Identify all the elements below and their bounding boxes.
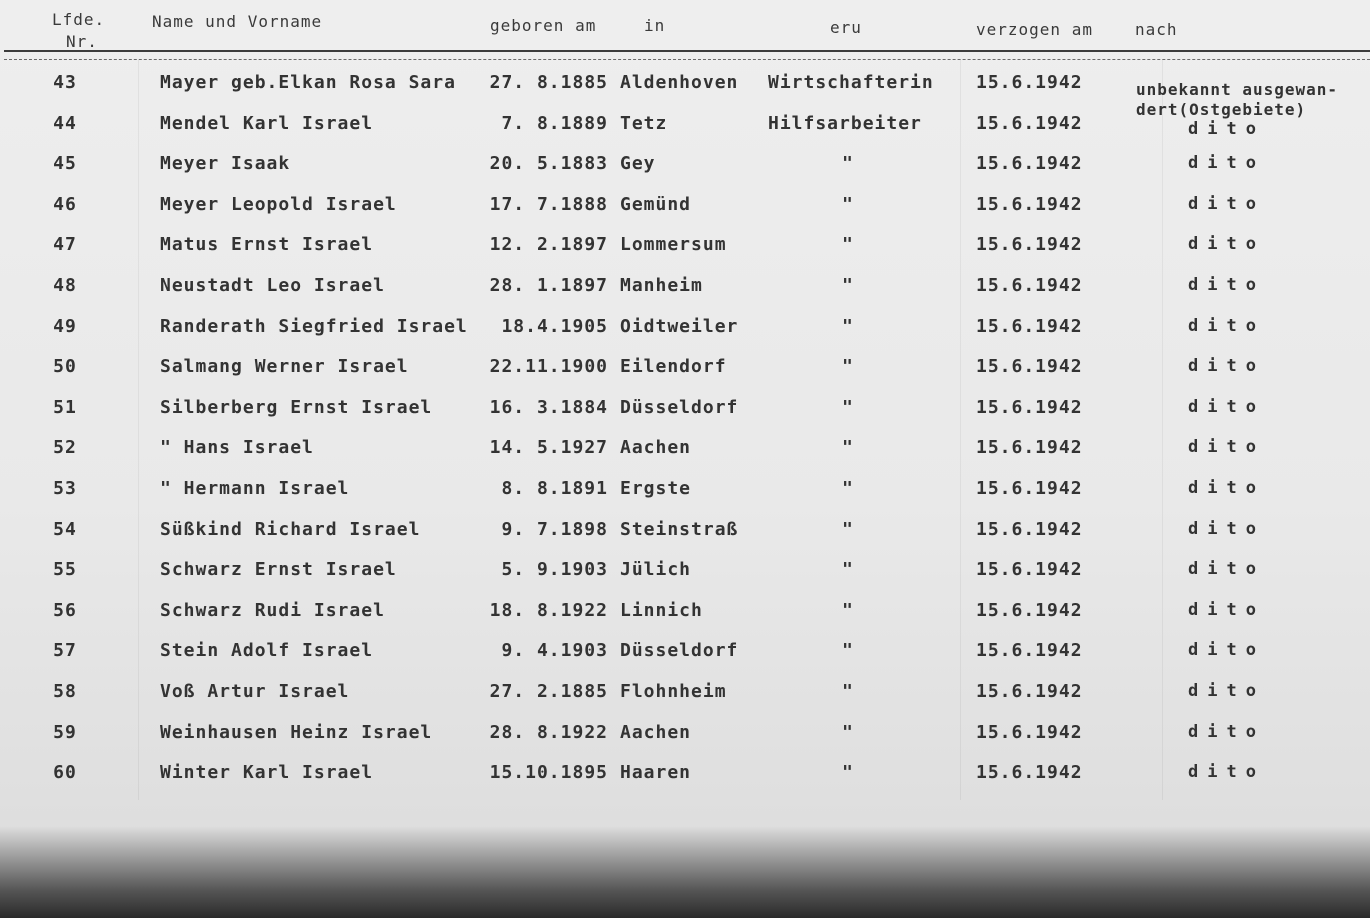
table-row bbox=[0, 356, 1370, 396]
birth-place: Aldenhoven bbox=[620, 72, 739, 93]
birth-place: Ergste bbox=[620, 478, 692, 499]
occupation: " bbox=[842, 356, 854, 378]
entry-number: 44 bbox=[53, 112, 77, 134]
moved-date: 15.6.1942 bbox=[976, 72, 1083, 93]
moved-date: 15.6.1942 bbox=[976, 640, 1083, 662]
header-moved: verzogen am bbox=[976, 20, 1093, 39]
entry-number: 45 bbox=[53, 153, 77, 175]
birth-place: Aachen bbox=[620, 721, 692, 743]
destination: dito bbox=[1188, 193, 1265, 214]
birth-place: Düsseldorf bbox=[620, 396, 739, 418]
destination: dito bbox=[1188, 518, 1265, 539]
moved-date: 15.6.1942 bbox=[976, 356, 1083, 378]
birth-date: 28. 1.1897 bbox=[489, 275, 608, 296]
birth-date: 22.11.1900 bbox=[489, 356, 608, 378]
birth-place: Steinstraß bbox=[620, 518, 739, 540]
birth-place: Gey bbox=[620, 153, 656, 175]
destination: dito bbox=[1188, 396, 1265, 417]
occupation: " bbox=[842, 315, 854, 337]
header-born: geboren am bbox=[490, 16, 597, 35]
destination: dito bbox=[1188, 599, 1265, 620]
entry-number: 54 bbox=[53, 518, 77, 540]
moved-date: 15.6.1942 bbox=[976, 437, 1083, 459]
birth-place: Eilendorf bbox=[620, 356, 727, 378]
table-row bbox=[0, 600, 1370, 640]
occupation: " bbox=[842, 234, 854, 256]
person-name: Winter Karl Israel bbox=[160, 762, 374, 784]
moved-date: 15.6.1942 bbox=[976, 681, 1083, 702]
occupation: " bbox=[842, 721, 854, 743]
person-name: Randerath Siegfried Israel bbox=[160, 315, 468, 337]
birth-date: 17. 7.1888 bbox=[489, 193, 608, 215]
moved-date: 15.6.1942 bbox=[976, 762, 1083, 784]
birth-place: Düsseldorf bbox=[620, 640, 739, 662]
occupation: " bbox=[842, 275, 854, 296]
header-nach: nach bbox=[1135, 20, 1178, 39]
person-name: " Hermann Israel bbox=[160, 478, 350, 499]
table-row bbox=[0, 153, 1370, 193]
person-name: Meyer Isaak bbox=[160, 153, 291, 175]
table-row bbox=[0, 234, 1370, 274]
birth-date: 9. 7.1898 bbox=[501, 518, 608, 540]
occupation: Hilfsarbeiter bbox=[768, 112, 922, 134]
person-name: Neustadt Leo Israel bbox=[160, 275, 385, 296]
occupation: " bbox=[842, 559, 854, 581]
occupation: " bbox=[842, 478, 854, 499]
occupation: " bbox=[842, 437, 854, 459]
entry-number: 60 bbox=[53, 762, 77, 784]
table-row bbox=[0, 194, 1370, 234]
destination: dito bbox=[1188, 118, 1265, 139]
entry-number: 56 bbox=[53, 599, 77, 621]
entry-number: 50 bbox=[53, 356, 77, 378]
destination: dito bbox=[1188, 234, 1265, 255]
header-beruf: eru bbox=[830, 18, 862, 37]
person-name: Matus Ernst Israel bbox=[160, 234, 374, 256]
moved-date: 15.6.1942 bbox=[976, 193, 1083, 215]
destination: dito bbox=[1188, 640, 1265, 661]
moved-date: 15.6.1942 bbox=[976, 153, 1083, 175]
destination: dito bbox=[1188, 315, 1265, 336]
table-row bbox=[0, 640, 1370, 680]
occupation: " bbox=[842, 193, 854, 215]
entry-number: 53 bbox=[53, 478, 77, 499]
moved-date: 15.6.1942 bbox=[976, 396, 1083, 418]
moved-date: 15.6.1942 bbox=[976, 275, 1083, 296]
entry-number: 46 bbox=[53, 193, 77, 215]
birth-date: 18.4.1905 bbox=[501, 315, 608, 337]
header-rule-dashed bbox=[4, 59, 1370, 60]
destination: dito bbox=[1188, 681, 1265, 701]
birth-date: 8. 8.1891 bbox=[501, 478, 608, 499]
occupation: " bbox=[842, 153, 854, 175]
destination: dito bbox=[1188, 356, 1265, 377]
entry-number: 47 bbox=[53, 234, 77, 256]
destination: dito bbox=[1188, 153, 1265, 174]
table-row bbox=[0, 275, 1370, 315]
birth-place: Haaren bbox=[620, 762, 692, 784]
moved-date: 15.6.1942 bbox=[976, 721, 1083, 743]
birth-place: Aachen bbox=[620, 437, 692, 459]
table-row bbox=[0, 478, 1370, 518]
birth-date: 15.10.1895 bbox=[489, 762, 608, 784]
birth-date: 5. 9.1903 bbox=[501, 559, 608, 581]
birth-date: 18. 8.1922 bbox=[489, 599, 608, 621]
destination: dito bbox=[1188, 478, 1265, 498]
birth-date: 28. 8.1922 bbox=[489, 721, 608, 743]
person-name: Voß Artur Israel bbox=[160, 681, 350, 702]
birth-date: 20. 5.1883 bbox=[489, 153, 608, 175]
birth-place: Gemünd bbox=[620, 193, 692, 215]
occupation: " bbox=[842, 396, 854, 418]
table-row bbox=[0, 722, 1370, 762]
moved-date: 15.6.1942 bbox=[976, 234, 1083, 256]
entry-number: 52 bbox=[53, 437, 77, 459]
entry-number: 48 bbox=[53, 275, 77, 296]
header-nr: Nr. bbox=[66, 32, 98, 51]
birth-place: Manheim bbox=[620, 275, 703, 296]
header-rule bbox=[4, 50, 1370, 52]
person-name: Mayer geb.Elkan Rosa Sara bbox=[160, 72, 456, 93]
person-name: Stein Adolf Israel bbox=[160, 640, 374, 662]
table-row bbox=[0, 519, 1370, 559]
table-row bbox=[0, 559, 1370, 599]
entry-number: 57 bbox=[53, 640, 77, 662]
entry-number: 43 bbox=[53, 72, 77, 93]
birth-place: Flohnheim bbox=[620, 681, 727, 702]
birth-date: 27. 2.1885 bbox=[489, 681, 608, 702]
birth-date: 12. 2.1897 bbox=[489, 234, 608, 256]
birth-date: 9. 4.1903 bbox=[501, 640, 608, 662]
destination: dito bbox=[1188, 437, 1265, 458]
birth-date: 7. 8.1889 bbox=[501, 112, 608, 134]
person-name: Schwarz Rudi Israel bbox=[160, 599, 385, 621]
destination: dito bbox=[1188, 721, 1265, 742]
person-name: Süßkind Richard Israel bbox=[160, 518, 421, 540]
birth-place: Lommersum bbox=[620, 234, 727, 256]
first-destination-line2: dert(Ostgebiete) bbox=[1136, 100, 1307, 119]
moved-date: 15.6.1942 bbox=[976, 315, 1083, 337]
table-row bbox=[0, 437, 1370, 477]
header-lfd: Lfde. bbox=[52, 10, 106, 29]
birth-place: Linnich bbox=[620, 599, 703, 621]
entry-number: 55 bbox=[53, 559, 77, 581]
header-in: in bbox=[644, 16, 666, 35]
birth-date: 14. 5.1927 bbox=[489, 437, 608, 459]
moved-date: 15.6.1942 bbox=[976, 518, 1083, 540]
person-name: Mendel Karl Israel bbox=[160, 112, 374, 134]
entry-number: 59 bbox=[53, 721, 77, 743]
table-row bbox=[0, 113, 1370, 153]
birth-place: Oidtweiler bbox=[620, 315, 739, 337]
moved-date: 15.6.1942 bbox=[976, 478, 1083, 499]
moved-date: 15.6.1942 bbox=[976, 559, 1083, 581]
moved-date: 15.6.1942 bbox=[976, 112, 1083, 134]
birth-date: 27. 8.1885 bbox=[489, 72, 608, 93]
destination: dito bbox=[1188, 559, 1265, 580]
table-row bbox=[0, 316, 1370, 356]
entry-number: 58 bbox=[53, 681, 77, 702]
person-name: " Hans Israel bbox=[160, 437, 314, 459]
person-name: Salmang Werner Israel bbox=[160, 356, 409, 378]
header-name: Name und Vorname bbox=[152, 12, 323, 31]
person-name: Meyer Leopold Israel bbox=[160, 193, 397, 215]
occupation: " bbox=[842, 681, 854, 702]
occupation: " bbox=[842, 640, 854, 662]
birth-place: Jülich bbox=[620, 559, 692, 581]
destination: dito bbox=[1188, 275, 1265, 295]
occupation: " bbox=[842, 599, 854, 621]
occupation: Wirtschafterin bbox=[768, 72, 934, 93]
entry-number: 49 bbox=[53, 315, 77, 337]
person-name: Weinhausen Heinz Israel bbox=[160, 721, 433, 743]
table-row bbox=[0, 72, 1370, 112]
first-destination-line1: unbekannt ausgewan- bbox=[1136, 80, 1339, 99]
table-row bbox=[0, 681, 1370, 721]
table-row bbox=[0, 762, 1370, 802]
table-row bbox=[0, 397, 1370, 437]
occupation: " bbox=[842, 518, 854, 540]
destination: dito bbox=[1188, 762, 1265, 783]
occupation: " bbox=[842, 762, 854, 784]
person-name: Schwarz Ernst Israel bbox=[160, 559, 397, 581]
entry-number: 51 bbox=[53, 396, 77, 418]
birth-place: Tetz bbox=[620, 112, 668, 134]
moved-date: 15.6.1942 bbox=[976, 599, 1083, 621]
birth-date: 16. 3.1884 bbox=[489, 396, 608, 418]
person-name: Silberberg Ernst Israel bbox=[160, 396, 433, 418]
